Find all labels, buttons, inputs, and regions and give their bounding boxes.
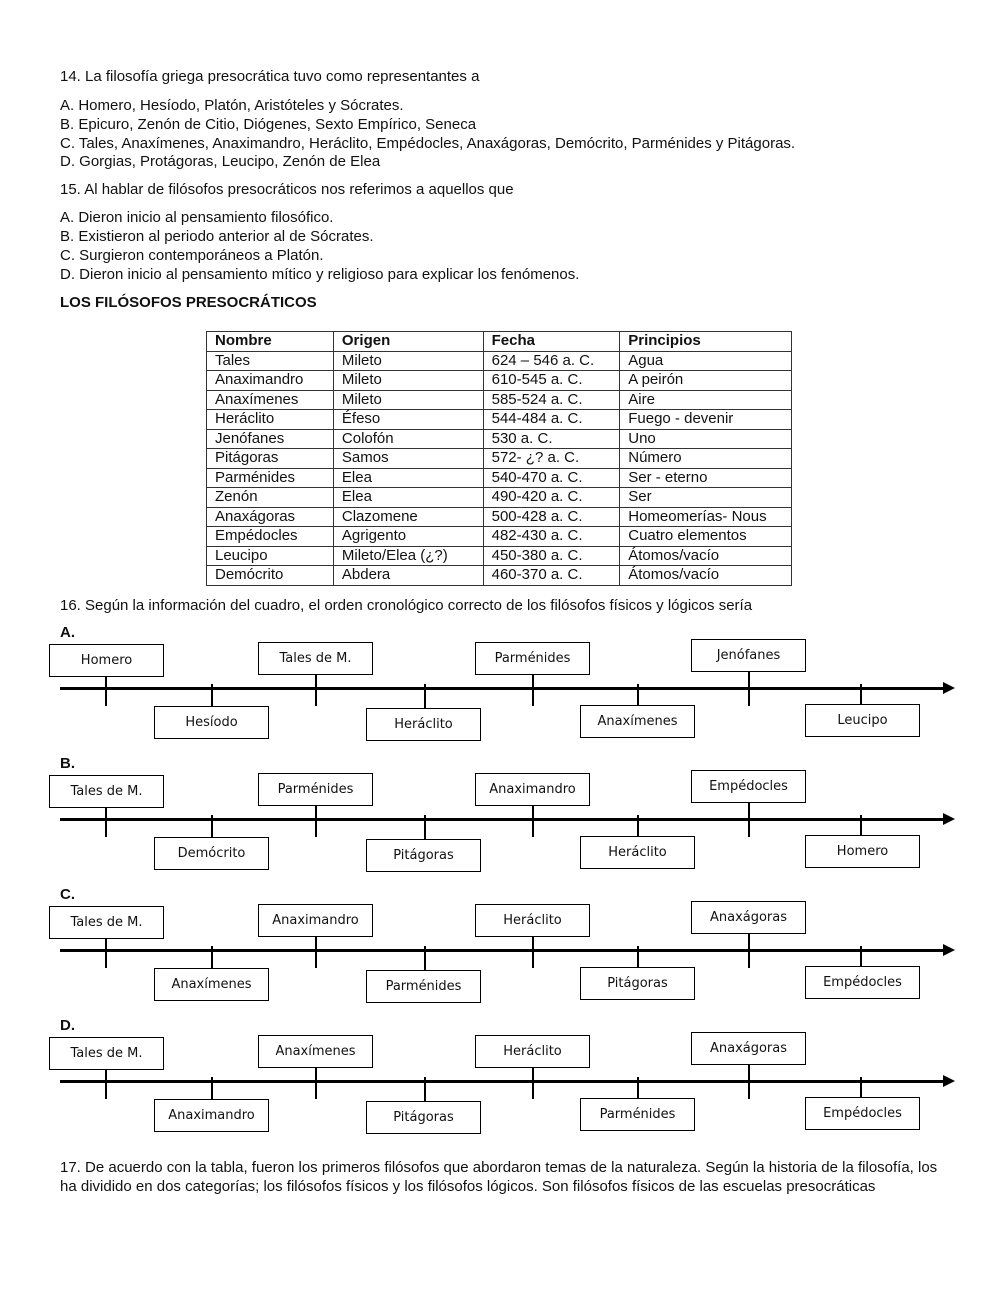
timeline-axis [60,1080,945,1083]
table-row [207,429,792,449]
table-header-row [207,332,792,352]
table-cell: Clazomene [333,507,483,527]
table-row [207,371,792,391]
table-cell: 572- ¿? a. C. [483,449,620,469]
table-cell: Homeomerías- Nous [620,507,792,527]
philosopher-box: Anaxímenes [154,968,269,1001]
philosopher-box: Homero [49,644,164,677]
table-cell: Fuego - devenir [620,410,792,430]
column-header: Principios [620,332,792,352]
q14-option-c[interactable]: C. Tales, Anaxímenes, Anaximandro, Heráclito, Empédocles, Anaxágoras, Demócrito, Parménides y Pitágoras. [60,135,796,152]
timeline-tick [315,803,317,837]
philosopher-box: Parménides [580,1098,695,1131]
timeline-tick [748,803,750,837]
table-cell: 490-420 a. C. [483,488,620,508]
q17-question: 17. De acuerdo con la tabla, fueron los primeros filósofos que abordaron temas de la naturaleza. Según la historia de la filosofía, los ha dividido en dos categorías; los filósofos físicos y los filósofos lógicos. Son filósofos físicos de las escuelas presocráticas [60,1159,938,1195]
philosopher-box: Heráclito [366,708,481,741]
q15-option-a[interactable]: A. Dieron inicio al pensamiento filosófico. [60,209,334,226]
table-cell: Colofón [333,429,483,449]
timeline-tick [105,803,107,837]
philosopher-box: Heráclito [580,836,695,869]
table-row [207,410,792,430]
table-row [207,390,792,410]
table-cell: Aire [620,390,792,410]
philosopher-box: Parménides [258,773,373,806]
table-cell: Parménides [207,468,334,488]
table-row [207,507,792,527]
timeline-option[interactable] [0,624,1000,755]
timeline-tick [105,672,107,706]
column-header: Fecha [483,332,620,352]
timeline-tick [315,934,317,968]
table-cell: Mileto [333,351,483,371]
table-cell: Átomos/vacío [620,566,792,586]
timeline-tick [748,672,750,706]
timeline-tick [748,1065,750,1099]
table-cell: Tales [207,351,334,371]
table-cell: Anaxágoras [207,507,334,527]
table-cell: 530 a. C. [483,429,620,449]
philosopher-box: Empédocles [805,1097,920,1130]
timeline-tick [315,1065,317,1099]
philosopher-box: Anaximandro [154,1099,269,1132]
q15-option-d[interactable]: D. Dieron inicio al pensamiento mítico y religioso para explicar los fenómenos. [60,266,580,283]
q14-option-a[interactable]: A. Homero, Hesíodo, Platón, Aristóteles y Sócrates. [60,97,404,114]
table-row [207,468,792,488]
table-cell: 610-545 a. C. [483,371,620,391]
option-label: A. [60,624,75,641]
philosopher-box: Anaximandro [475,773,590,806]
q16-question: 16. Según la información del cuadro, el orden cronológico correcto de los filósofos físicos y lógicos sería [60,597,753,614]
table-cell: Agua [620,351,792,371]
table-cell: 624 – 546 a. C. [483,351,620,371]
timeline-tick [105,934,107,968]
philosophers-table [206,331,792,586]
column-header: Origen [333,332,483,352]
table-cell: Pitágoras [207,449,334,469]
table-cell: Átomos/vacío [620,546,792,566]
q15-question: 15. Al hablar de filósofos presocráticos nos referimos a aquellos que [60,181,514,198]
philosopher-box: Parménides [366,970,481,1003]
table-cell: Zenón [207,488,334,508]
philosopher-box: Empédocles [691,770,806,803]
philosopher-box: Pitágoras [366,1101,481,1134]
table-row [207,546,792,566]
table-cell: Abdera [333,566,483,586]
table-cell: 540-470 a. C. [483,468,620,488]
option-label: C. [60,886,75,903]
philosopher-box: Jenófanes [691,639,806,672]
option-label: B. [60,755,75,772]
timeline-axis [60,818,945,821]
philosopher-box: Anaxímenes [258,1035,373,1068]
philosopher-box: Pitágoras [580,967,695,1000]
philosopher-box: Anaxímenes [580,705,695,738]
q14-option-d[interactable]: D. Gorgias, Protágoras, Leucipo, Zenón de Elea [60,153,381,170]
timeline-option[interactable] [0,1017,1000,1148]
philosopher-box: Leucipo [805,704,920,737]
philosopher-box: Tales de M. [49,906,164,939]
table-row [207,488,792,508]
table-cell: Mileto [333,371,483,391]
table-row [207,527,792,547]
philosopher-box: Anaximandro [258,904,373,937]
table-cell: 482-430 a. C. [483,527,620,547]
table-cell: 500-428 a. C. [483,507,620,527]
table-cell: Anaximandro [207,371,334,391]
timeline-tick [532,934,534,968]
q14-option-b[interactable]: B. Epicuro, Zenón de Citio, Diógenes, Sexto Empírico, Seneca [60,116,477,133]
table-cell: Elea [333,488,483,508]
table-cell: Mileto [333,390,483,410]
arrow-head-icon [943,813,955,825]
table-cell: 450-380 a. C. [483,546,620,566]
table-cell: Demócrito [207,566,334,586]
philosopher-box: Tales de M. [49,775,164,808]
section-title: LOS FILÓSOFOS PRESOCRÁTICOS [60,294,317,311]
philosopher-box: Tales de M. [258,642,373,675]
table-cell: Jenófanes [207,429,334,449]
timeline-axis [60,687,945,690]
table-cell: 585-524 a. C. [483,390,620,410]
table-row [207,566,792,586]
timeline-tick [532,1065,534,1099]
philosopher-box: Tales de M. [49,1037,164,1070]
philosopher-box: Heráclito [475,904,590,937]
timeline-tick [532,803,534,837]
column-header: Nombre [207,332,334,352]
philosopher-box: Homero [805,835,920,868]
table-cell: 460-370 a. C. [483,566,620,586]
table-cell: Número [620,449,792,469]
option-label: D. [60,1017,75,1034]
timeline-option[interactable] [0,886,1000,1017]
arrow-head-icon [943,944,955,956]
arrow-head-icon [943,1075,955,1087]
table-row [207,351,792,371]
q15-option-c[interactable]: C. Surgieron contemporáneos a Platón. [60,247,324,264]
table-cell: Éfeso [333,410,483,430]
table-cell: Mileto/Elea (¿?) [333,546,483,566]
table-cell: A peirón [620,371,792,391]
table-cell: 544-484 a. C. [483,410,620,430]
philosopher-box: Heráclito [475,1035,590,1068]
table-row [207,449,792,469]
philosopher-box: Anaxágoras [691,1032,806,1065]
table-cell: Agrigento [333,527,483,547]
q14-question: 14. La filosofía griega presocrática tuvo como representantes a [60,68,480,85]
timeline-option[interactable] [0,755,1000,886]
table-cell: Anaxímenes [207,390,334,410]
q15-option-b[interactable]: B. Existieron al periodo anterior al de Sócrates. [60,228,374,245]
philosopher-box: Pitágoras [366,839,481,872]
timeline-tick [748,934,750,968]
philosopher-box: Anaxágoras [691,901,806,934]
philosopher-box: Demócrito [154,837,269,870]
table-cell: Samos [333,449,483,469]
timeline-axis [60,949,945,952]
timeline-tick [315,672,317,706]
arrow-head-icon [943,682,955,694]
table-cell: Elea [333,468,483,488]
philosopher-box: Hesíodo [154,706,269,739]
table-cell: Heráclito [207,410,334,430]
table-cell: Ser [620,488,792,508]
table-cell: Ser - eterno [620,468,792,488]
timeline-tick [532,672,534,706]
table-cell: Empédocles [207,527,334,547]
philosopher-box: Parménides [475,642,590,675]
table-cell: Leucipo [207,546,334,566]
table-cell: Cuatro elementos [620,527,792,547]
philosopher-box: Empédocles [805,966,920,999]
timeline-tick [105,1065,107,1099]
table-cell: Uno [620,429,792,449]
